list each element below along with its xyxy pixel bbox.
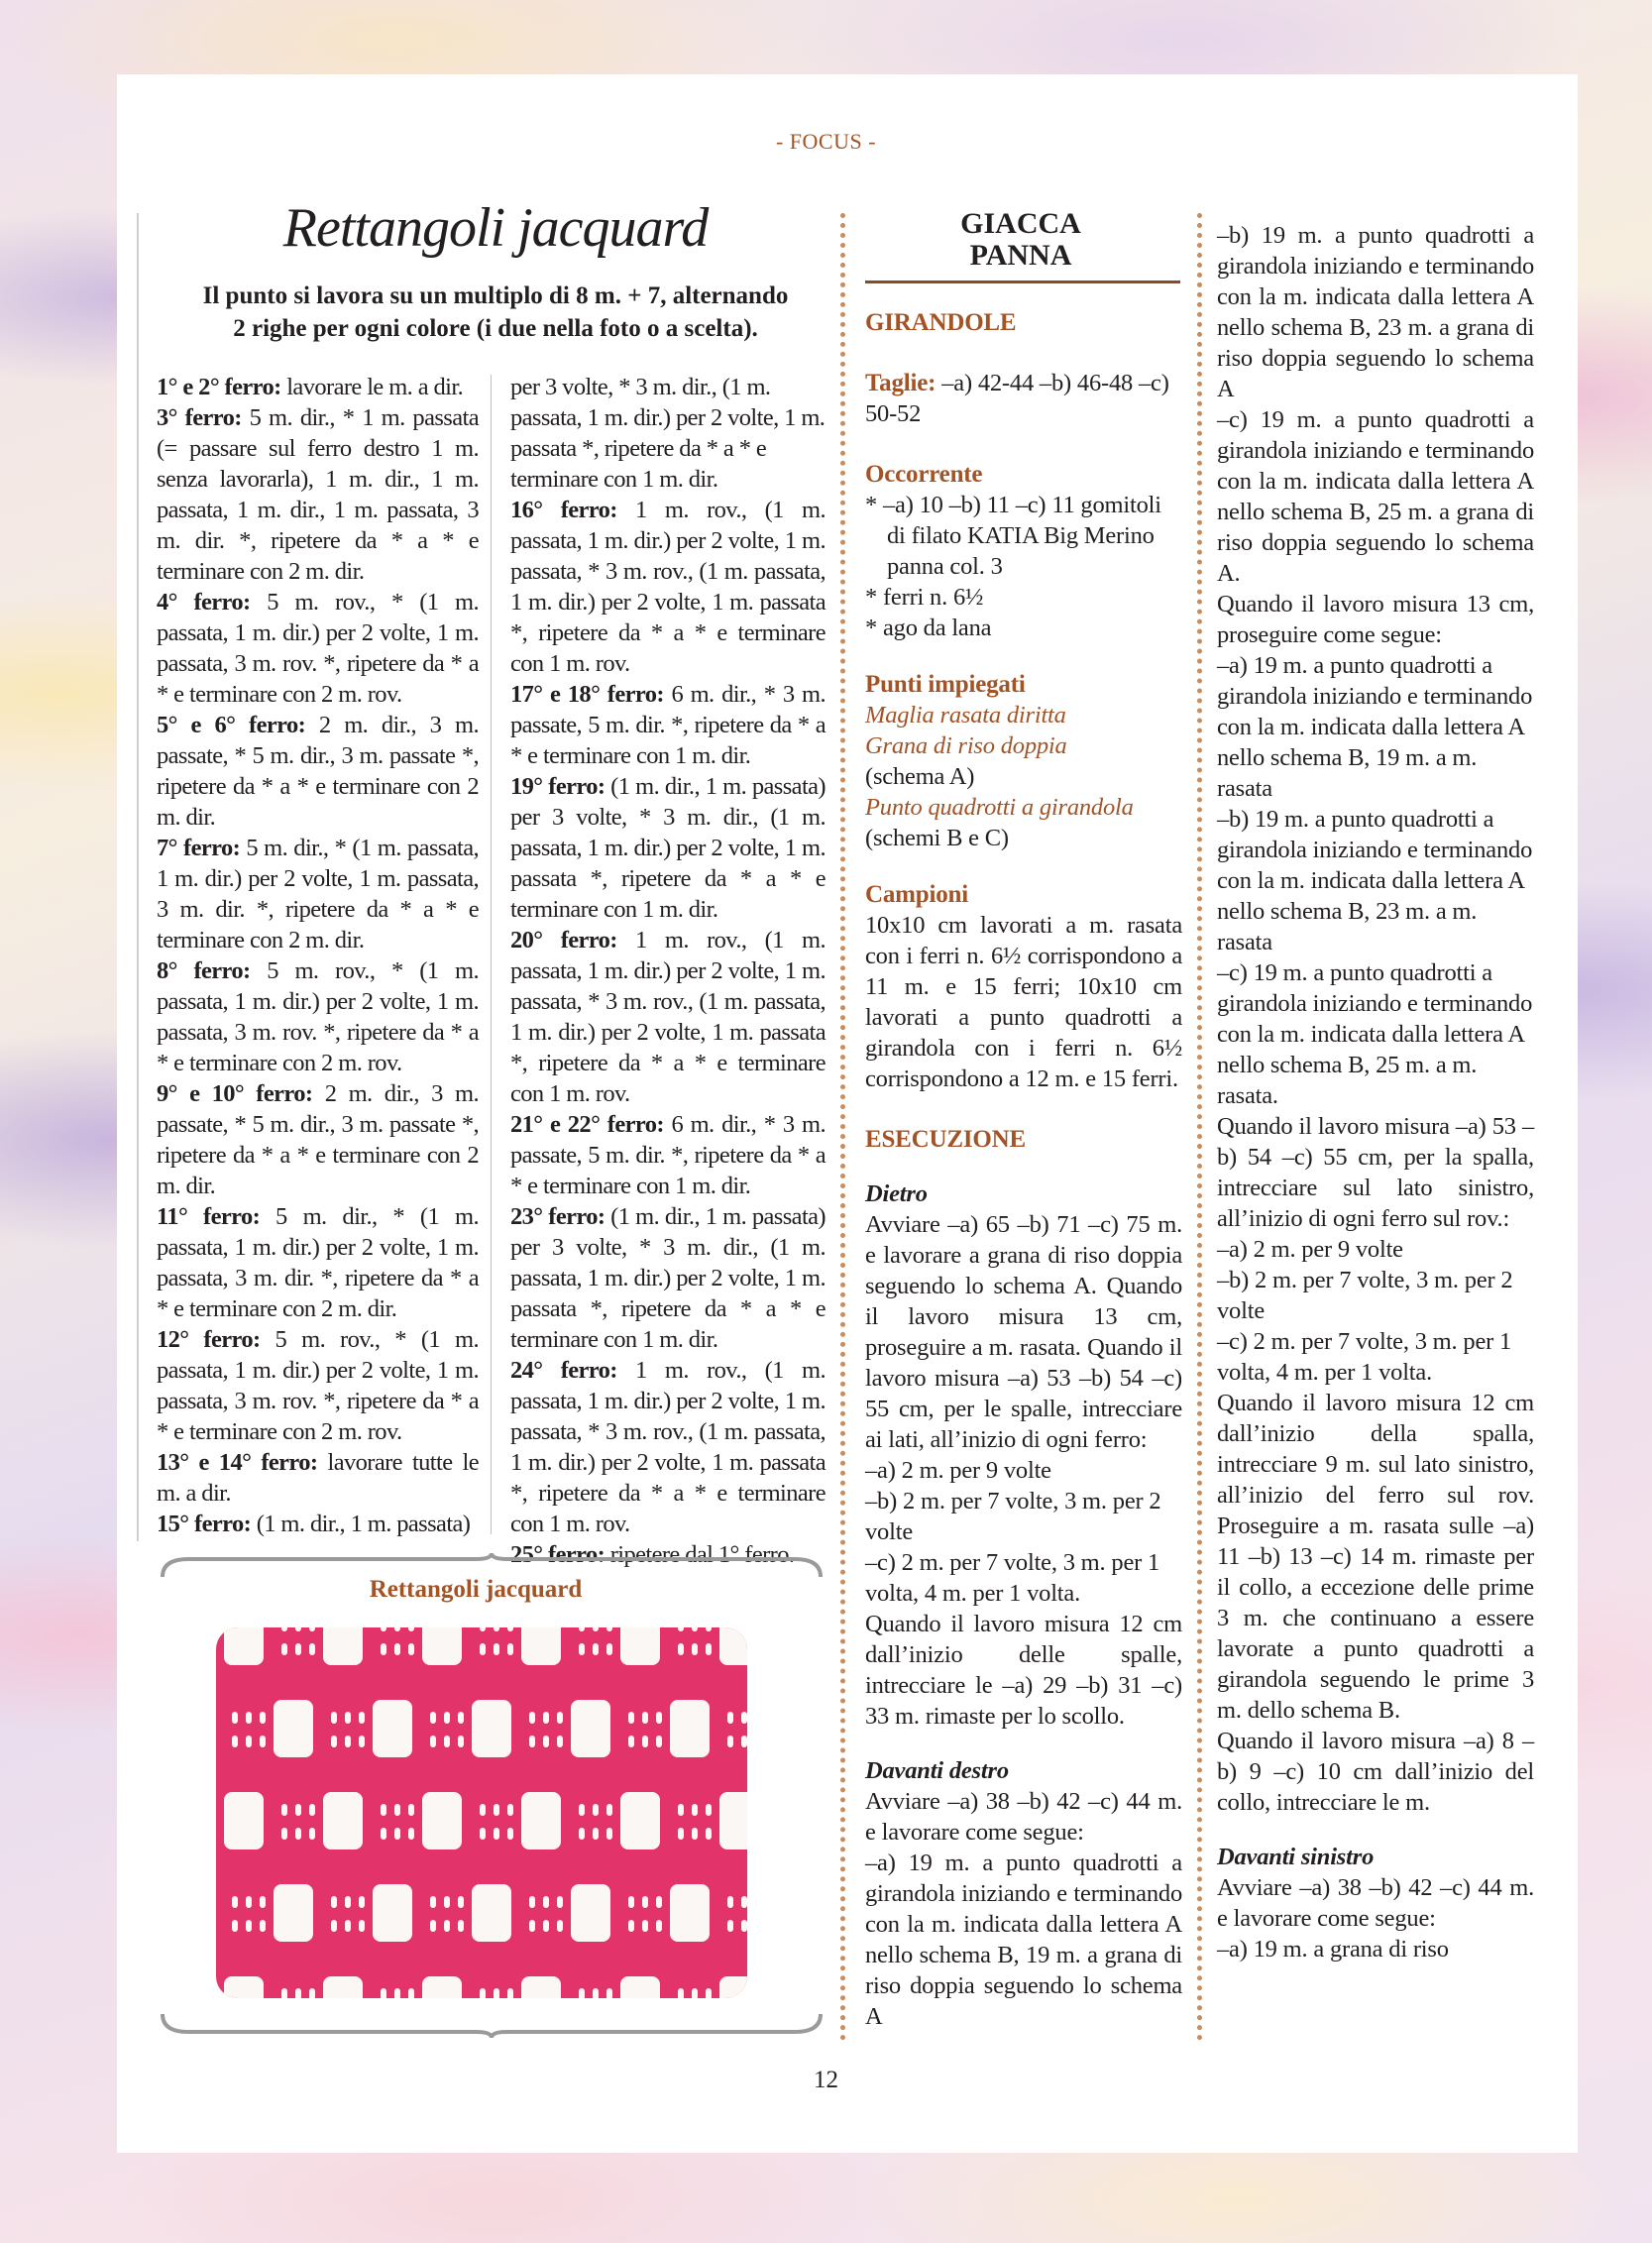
front-right-list [1217, 650, 1534, 1111]
row-text: (1 m. dir., 1 m. passata) per 3 volte, * 3 m. dir., (1 m. passata, 1 m. dir.) per 2 volte, 1 m. passata *, ripetere da * a * e terminare con 1 m. dir. [510, 1203, 826, 1353]
list-item: –b) 2 m. per 7 volte, 3 m. per 2 volte [1217, 1267, 1513, 1324]
instruction-lead: per 3 volte, * 3 m. dir., (1 m. passata, 1 m. dir.) per 2 volte, 1 m. passata *, ripetere da * a * e terminare con 1 m. dir. [510, 374, 826, 493]
instruction-row [157, 1324, 479, 1447]
back-shoulder-list [865, 1455, 1182, 1609]
list-item: * –a) 10 –b) 11 –c) 11 gomitoli di filato KATIA Big Merino panna col. 3 [865, 492, 1161, 580]
instruction-row [157, 587, 479, 710]
gauge-heading: Campioni [865, 881, 968, 908]
row-label: 17° e 18° ferro: [510, 681, 664, 708]
list-item: * ago da lana [865, 615, 992, 641]
row-label: 1° e 2° ferro: [157, 374, 281, 400]
pattern-intro [178, 280, 813, 345]
front-right-option-b: –b) 19 m. a punto quadrotti a girandola iniziando e terminando con la m. indicata dalla lettera A nello schema B, 23 m. a grana di riso doppia seguendo lo schema A [1217, 222, 1534, 402]
caption-bracket-bottom [159, 2010, 825, 2040]
instruction-row [510, 679, 826, 771]
column-separator [840, 213, 845, 2042]
instruction-row [510, 1201, 826, 1355]
stitch-3-note: (schemi B e C) [865, 825, 1009, 851]
sizes [865, 368, 1182, 429]
column-separator-right [1197, 213, 1202, 2042]
instruction-row [510, 925, 826, 1109]
pattern-title: Rettangoli jacquard [282, 197, 709, 259]
row-text: 5 m. dir., * 1 m. passata (= passare sul ferro destro 1 m. senza lavorarla), 1 m. dir., 1 m. passata, 1 m. dir., 1 m. passata, 3 m. dir. *, ripetere da * a * e terminare con 2 m. dir. [157, 404, 479, 585]
execution-heading: ESECUZIONE [865, 1126, 1026, 1153]
row-text: 5 m. dir., * (1 m. passata, 1 m. dir.) per 2 volte, 1 m. passata, 3 m. dir. *, ripetere da * a * e terminare con 2 m. dir. [157, 1203, 479, 1322]
row-label: 19° ferro: [510, 773, 606, 800]
row-label: 8° ferro: [157, 957, 251, 984]
row-text: 5 m. rov., * (1 m. passata, 1 m. dir.) per 2 volte, 1 m. passata, 3 m. rov. *, ripetere da * a * e terminare con 2 m. rov. [157, 1326, 479, 1445]
front-left-text: Avviare –a) 38 –b) 42 –c) 44 m. e lavorare come segue: [1217, 1874, 1534, 1932]
row-text: 5 m. rov., * (1 m. passata, 1 m. dir.) per 2 volte, 1 m. passata, 3 m. rov. *, ripetere da * a * e terminare con 2 m. rov. [157, 589, 479, 708]
article-column-right [1217, 220, 1534, 1964]
back-text-2: Quando il lavoro misura 12 cm dall’inizio delle spalle, intrecciare le –a) 29 –b) 31 –c) 33 m. rimaste per lo scollo. [865, 1611, 1182, 1730]
row-text: 5 m. dir., * (1 m. passata, 1 m. dir.) per 2 volte, 1 m. passata, 3 m. dir. *, ripetere da * a * e terminare con 2 m. dir. [157, 835, 479, 953]
inner-column-rule [491, 375, 492, 1534]
list-item: –a) 2 m. per 9 volte [865, 1457, 1051, 1484]
article-title-line-2: PANNA [969, 239, 1072, 272]
row-label: 12° ferro: [157, 1326, 261, 1353]
list-item: –c) 19 m. a punto quadrotti a girandola iniziando e terminando con la m. indicata dalla lettera A nello schema B, 25 m. a m. rasata. [1217, 959, 1533, 1109]
front-right-shoulder-list [1217, 1234, 1534, 1388]
sizes-label: Taglie: [865, 370, 936, 396]
front-right-heading: Davanti destro [865, 1757, 1009, 1784]
row-text: 1 m. rov., (1 m. passata, 1 m. dir.) per 2 volte, 1 m. passata, * 3 m. rov., (1 m. passata, 1 m. dir.) per 2 volte, 1 m. passata *, ripetere da * a * e terminare con 1 m. rov. [510, 1357, 826, 1537]
list-item: –a) 19 m. a punto quadrotti a girandola iniziando e terminando con la m. indicata dalla lettera A nello schema B, 19 m. a m. rasata [1217, 652, 1533, 802]
row-text: 5 m. rov., * (1 m. passata, 1 m. dir.) per 2 volte, 1 m. passata, 3 m. rov. *, ripetere da * a * e terminare con 2 m. rov. [157, 957, 479, 1076]
swatch-photo [216, 1627, 747, 1998]
row-text: 2 m. dir., 3 m. passate, * 5 m. dir., 3 m. passate *, ripetere da * a * e terminare con 2 m. dir. [157, 712, 479, 831]
front-right-text: Avviare –a) 38 –b) 42 –c) 44 m. e lavorare come segue: [865, 1788, 1182, 1846]
list-item: * ferri n. 6½ [865, 584, 984, 611]
front-left-option-a: –a) 19 m. a grana di riso [1217, 1936, 1449, 1963]
pattern-instructions-right [510, 372, 826, 1570]
row-text: (1 m. dir., 1 m. passata) [251, 1511, 471, 1537]
sizes-text: –a) 42-44 –b) 46-48 –c) 50-52 [865, 370, 1169, 427]
page-number: 12 [814, 2067, 838, 2093]
intro-line-2: 2 righe per ogni colore (i due nella foto o a scelta). [233, 315, 758, 342]
jacquard-swatch-image [216, 1627, 747, 1998]
instruction-row [510, 1355, 826, 1539]
row-label: 25° ferro: [510, 1541, 606, 1568]
row-text: 1 m. rov., (1 m. passata, 1 m. dir.) per 2 volte, 1 m. passata, * 3 m. rov., (1 m. passata, 1 m. dir.) per 2 volte, 1 m. passata *, ripetere da * a * e terminare con 1 m. rov. [510, 497, 826, 677]
section-header: - FOCUS - [775, 129, 877, 154]
margin-rule [137, 213, 139, 1541]
row-label: 16° ferro: [510, 497, 617, 523]
photo-caption: Rettangoli jacquard [369, 1576, 583, 1603]
back-text: Avviare –a) 65 –b) 71 –c) 75 m. e lavorare a grana di riso doppia seguendo lo schema A. Quando il lavoro misura 13 cm, proseguire a m. rasata. Quando il lavoro misura –a) 53 –b) 54 –c) 55 cm, per le spalle, intrecciare ai lati, all’inizio di ogni ferro: [865, 1211, 1182, 1453]
front-right-text-2: Quando il lavoro misura 13 cm, proseguire come segue: [1217, 591, 1534, 648]
row-text: 1 m. rov., (1 m. passata, 1 m. dir.) per 2 volte, 1 m. passata, * 3 m. rov., (1 m. passata, 1 m. dir.) per 2 volte, 1 m. passata *, ripetere da * a * e terminare con 1 m. rov. [510, 927, 826, 1107]
row-label: 15° ferro: [157, 1511, 252, 1537]
list-item: –c) 2 m. per 7 volte, 3 m. per 1 volta, 4 m. per 1 volta. [865, 1549, 1160, 1607]
front-right-text-3: Quando il lavoro misura –a) 53 –b) 54 –c) 55 cm, per la spalla, intrecciare sul lato sinistro, all’inizio di ogni ferro sul rov.: [1217, 1113, 1534, 1232]
front-right-text-5: Quando il lavoro misura –a) 8 –b) 9 –c) 10 cm dall’inizio del collo, intrecciare le m. [1217, 1728, 1534, 1816]
front-left-heading: Davanti sinistro [1217, 1844, 1375, 1870]
row-label: 9° e 10° ferro: [157, 1080, 313, 1107]
instruction-row [510, 771, 826, 925]
article-title-line-1: GIACCA [960, 207, 1081, 240]
instruction-row [157, 1447, 479, 1509]
front-right-option-c: –c) 19 m. a punto quadrotti a girandola iniziando e terminando con la m. indicata dalla lettera A nello schema B, 25 m. a grana di riso doppia seguendo lo schema A. [1217, 406, 1534, 587]
row-label: 20° ferro: [510, 927, 617, 953]
pattern-instructions-left [157, 372, 479, 1539]
row-label: 11° ferro: [157, 1203, 261, 1230]
stitches-heading: Punti impiegati [865, 671, 1026, 698]
instruction-row [157, 833, 479, 955]
row-text: (1 m. dir., 1 m. passata) per 3 volte, * 3 m. dir., (1 m. passata, 1 m. dir.) per 2 volte, 1 m. passata *, ripetere da * a * e terminare con 1 m. dir. [510, 773, 826, 923]
materials-heading: Occorrente [865, 461, 983, 488]
front-right-option-a: –a) 19 m. a punto quadrotti a girandola iniziando e terminando con la m. indicata dalla lettera A nello schema B, 19 m. a grana di riso doppia seguendo lo schema A [865, 1850, 1182, 2030]
row-label: 24° ferro: [510, 1357, 617, 1384]
instruction-row [510, 1109, 826, 1201]
list-item: –b) 2 m. per 7 volte, 3 m. per 2 volte [865, 1488, 1161, 1545]
article-title-rule [865, 280, 1180, 283]
instruction-row [157, 955, 479, 1078]
list-item: –a) 2 m. per 9 volte [1217, 1236, 1403, 1263]
instruction-row [157, 1201, 479, 1324]
row-text: 2 m. dir., 3 m. passate, * 5 m. dir., 3 m. passate *, ripetere da * a * e terminare con 2 m. dir. [157, 1080, 479, 1199]
list-item: –b) 19 m. a punto quadrotti a girandola iniziando e terminando con la m. indicata dalla lettera A nello schema B, 23 m. a m. rasata [1217, 806, 1533, 955]
row-label: 7° ferro: [157, 835, 241, 861]
row-label: 5° e 6° ferro: [157, 712, 306, 738]
list-item: –c) 2 m. per 7 volte, 3 m. per 1 volta, 4 m. per 1 volta. [1217, 1328, 1512, 1386]
intro-line-1: Il punto si lavora su un multiplo di 8 m. + 7, alternando [202, 282, 789, 309]
row-label: 13° e 14° ferro: [157, 1449, 318, 1476]
front-right-text-4: Quando il lavoro misura 12 cm dall’inizio della spalla, intrecciare 9 m. sul lato sinistro, all’inizio del ferro sul rov. Proseguire a m. rasata sulle –a) 11 –b) 13 –c) 14 m. rimaste per il collo, a eccezione delle prime 3 m. che continuano a essere lavorate a punto quadrotti a girandola seguendo le prime 3 m. dello schema B. [1217, 1390, 1534, 1724]
article-column-middle [865, 307, 1182, 2032]
stitch-2: Grana di riso doppia [865, 732, 1067, 759]
back-heading: Dietro [865, 1180, 928, 1207]
row-text: ripetere dal 1° ferro. [605, 1541, 795, 1568]
brand-name: GIRANDOLE [865, 309, 1017, 336]
gauge-text: 10x10 cm lavorati a m. rasata con i ferri n. 6½ corrispondono a 11 m. e 15 ferri; 10x10 cm lavorati a punto quadrotti a girandola con i ferri n. 6½ corrispondono a 12 m. e 15 ferri. [865, 912, 1182, 1092]
stitch-3: Punto quadrotti a girandola [865, 794, 1134, 821]
instruction-row [157, 710, 479, 833]
instruction-row [157, 372, 479, 402]
article-title [862, 208, 1179, 272]
row-label: 23° ferro: [510, 1203, 606, 1230]
row-label: 4° ferro: [157, 589, 251, 616]
instruction-row [157, 1509, 479, 1539]
row-text: lavorare tutte le m. a dir. [157, 1449, 479, 1507]
instruction-row [157, 1078, 479, 1201]
instruction-row [157, 402, 479, 587]
row-text: 6 m. dir., * 3 m. passate, 5 m. dir. *, ripetere da * a * e terminare con 1 m. dir. [510, 681, 826, 769]
materials-list [865, 490, 1182, 643]
stitch-1: Maglia rasata diritta [865, 702, 1066, 729]
row-label: 3° ferro: [157, 404, 242, 431]
instruction-row [510, 495, 826, 679]
row-text: lavorare le m. a dir. [280, 374, 464, 400]
row-label: 21° e 22° ferro: [510, 1111, 664, 1138]
stitch-2-note: (schema A) [865, 763, 975, 790]
row-text: 6 m. dir., * 3 m. passate, 5 m. dir. *, ripetere da * a * e terminare con 1 m. dir. [510, 1111, 826, 1199]
